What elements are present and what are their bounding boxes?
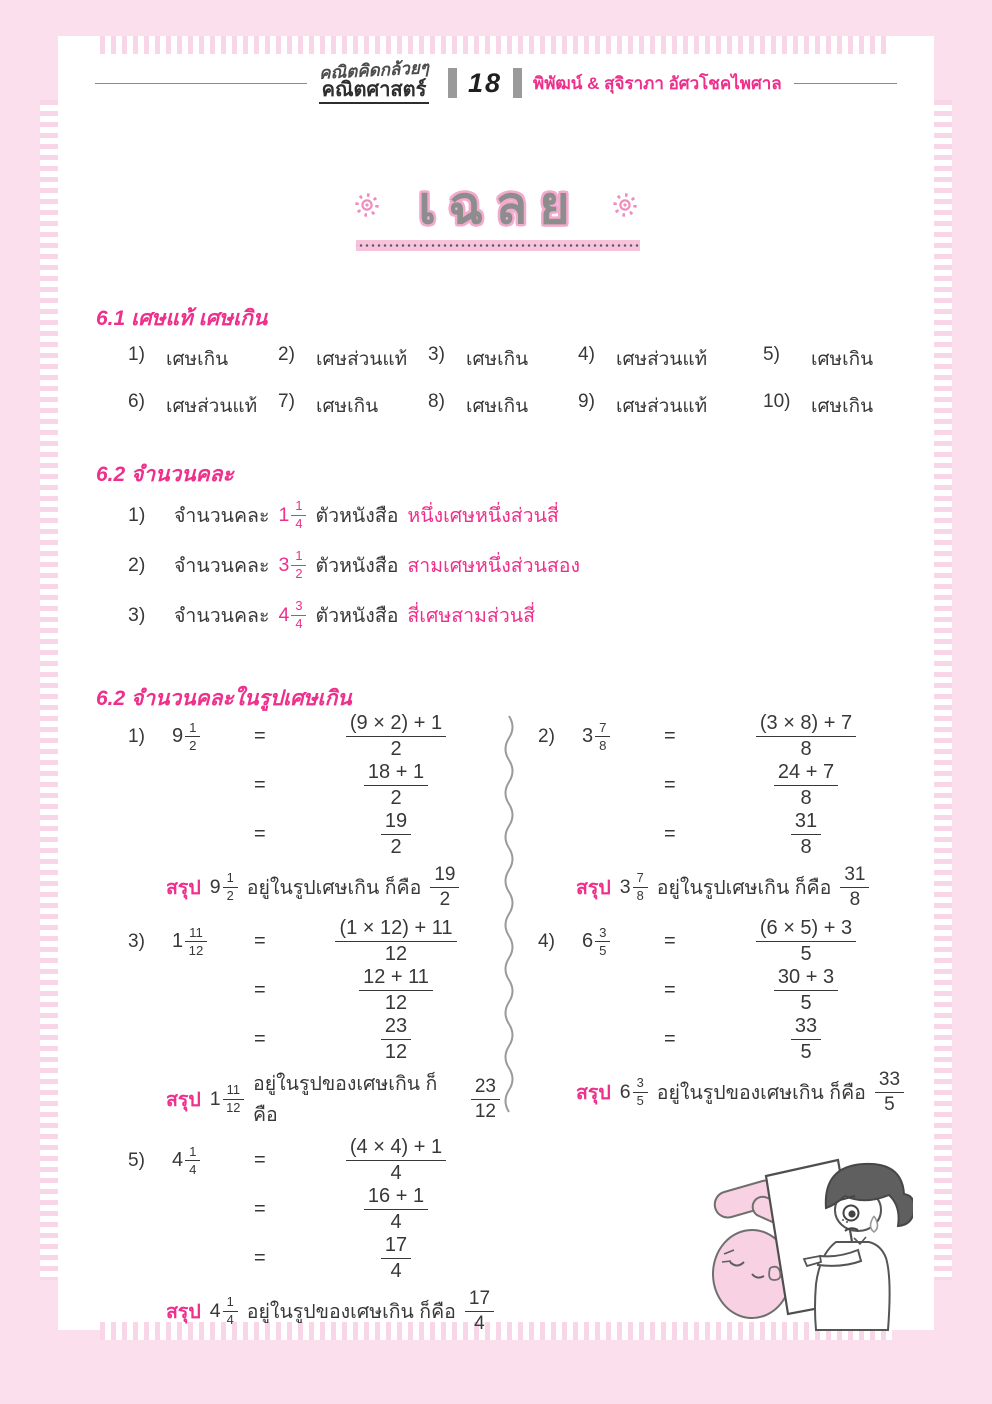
mixed-number: 9 $\frac{1}{2}$ [210,871,238,904]
equals-sign: = [664,930,676,952]
item-number: 1) [128,503,146,526]
fraction: $\frac{23}{12}$ [292,1015,500,1064]
fraction: $\frac{(4 \times 4) + 1}{4}$ [292,1136,500,1185]
fraction: $\frac{16 + 1}{4}$ [292,1185,500,1234]
answer-text: เศษเกิน [811,349,874,370]
mixed-number: 4 $\frac{1}{4}$ [172,1144,250,1177]
summary-label: สรุป [166,876,201,899]
answer-number: 4) [578,344,595,365]
summary-line [166,863,500,911]
item-mid-label: ตัวหนังสือ [315,504,399,527]
equation-row [128,712,500,761]
equals-sign: = [664,823,676,845]
equals-sign: = [664,979,676,1001]
divider-bar-icon [513,68,522,98]
summary-label: สรุป [166,1300,201,1323]
book-logo [318,58,430,104]
mixed-number: 1 $\frac{11}{12}$ [172,925,250,958]
equals-sign: = [254,1198,266,1220]
summary-label: สรุป [576,1081,611,1104]
answer-number: 2) [278,344,295,365]
equation-row [128,810,500,859]
fraction: $\frac{(9 \times 2) + 1}{2}$ [292,712,500,761]
authors-name: พิพัฒน์ & สุจิราภา อัศวโชคไพศาล [533,73,782,93]
answer-text: เศษเกิน [166,349,229,370]
summary-text: อยู่ในรูปของเศษเกิน ก็คือ [252,1073,438,1126]
item-number: 3) [128,603,146,626]
section-61-heading: 6.1 เศษแท้ เศษเกิน [96,307,268,330]
answer-number: 1) [128,344,145,365]
equals-sign: = [664,725,676,747]
flower-icon [354,192,380,218]
fraction: $\frac{12 + 11}{12}$ [292,966,500,1015]
equation-row [538,712,910,761]
summary-text: อยู่ในรูปของเศษเกิน ก็คือ [246,1300,456,1323]
flower-icon [612,192,638,218]
mixed-number: 3 $\frac{1}{2}$ [278,549,306,582]
summary-text: อยู่ในรูปเศษเกิน ก็คือ [656,876,832,899]
result-fraction: $\frac{23}{12}$ [471,1076,500,1123]
divider-bar-icon [448,68,457,98]
fraction: $\frac{(3 \times 8) + 7}{8}$ [702,712,910,761]
answer-text: เศษส่วนแท้ [316,349,408,370]
fraction: $\frac{(1 \times 12) + 11}{12}$ [292,917,500,966]
page-header [95,52,897,114]
header-rule-right [794,83,897,84]
equation-row [128,1234,500,1283]
fraction: $\frac{19}{2}$ [292,810,500,859]
answer-text: เศษเกิน [466,396,529,417]
summary-text: อยู่ในรูปเศษเกิน ก็คือ [246,876,422,899]
mixed-number: 4 $\frac{1}{4}$ [210,1295,238,1328]
summary-label: สรุป [166,1088,201,1111]
equals-sign: = [254,725,266,747]
answer-text: เศษส่วนแท้ [616,349,708,370]
problems-right-column [538,712,910,1122]
worked-problem-5 [128,1136,500,1335]
book-logo-tagline: คณิตคิดกล้วยๆ [318,58,430,83]
item-label: จำนวนคละ [174,604,270,627]
summary-text: อยู่ในรูปของเศษเกิน ก็คือ [656,1081,866,1104]
answer-text: เศษส่วนแท้ [616,396,708,417]
page-title: เฉลย [418,177,582,235]
mixed-number-item [128,494,828,536]
result-fraction: $\frac{19}{2}$ [430,864,459,911]
fraction: $\frac{31}{8}$ [702,810,910,859]
mascot-illustration [708,1150,913,1332]
item-label: จำนวนคละ [174,504,270,527]
worked-problem-1 [128,712,500,911]
answer-text: เศษส่วนแท้ [166,396,258,417]
equals-sign: = [254,1028,266,1050]
summary-line [166,1287,500,1335]
problem-number: 1) [128,725,145,747]
problem-number: 2) [538,725,555,747]
problem-number: 5) [128,1149,145,1171]
problem-number: 3) [128,930,145,952]
item-answer: สามเศษหนึ่งส่วนสอง [407,554,581,577]
worked-problem-2 [538,712,910,911]
equation-row [538,1015,910,1064]
summary-line [576,1068,910,1116]
mixed-number-item [128,594,828,636]
equation-row [538,761,910,810]
answers-title-row [0,163,992,246]
problems-left-column [128,712,500,1341]
equals-sign: = [664,1028,676,1050]
worked-problem-4 [538,917,910,1116]
answer-number: 3) [428,344,445,365]
section-62a-items [128,494,828,644]
dotted-divider [356,240,640,251]
section-61-answers [128,344,918,421]
mixed-number: 6 $\frac{3}{5}$ [582,925,660,958]
equals-sign: = [254,823,266,845]
fraction: $\frac{24 + 7}{8}$ [702,761,910,810]
mixed-number-item [128,544,828,586]
fraction: $\frac{(6 \times 5) + 3}{5}$ [702,917,910,966]
item-label: จำนวนคละ [174,554,270,577]
answer-number: 6) [128,391,145,412]
item-mid-label: ตัวหนังสือ [315,604,399,627]
problem-number: 4) [538,930,555,952]
equals-sign: = [254,774,266,796]
equation-row [128,761,500,810]
equation-row [128,966,500,1015]
equation-row [128,1136,500,1185]
book-logo-title: คณิตศาสตร์ [319,80,429,104]
section-62b-heading: 6.2 จำนวนคละในรูปเศษเกิน [96,687,352,710]
item-number: 2) [128,553,146,576]
equals-sign: = [254,1149,266,1171]
mixed-number: 6 $\frac{3}{5}$ [620,1076,648,1109]
result-fraction: $\frac{31}{8}$ [840,864,869,911]
answer-number: 10) [763,391,791,412]
mixed-number: 9 $\frac{1}{2}$ [172,720,250,753]
equals-sign: = [254,930,266,952]
equation-row [538,966,910,1015]
page-number: 18 [467,67,502,98]
answer-number: 7) [278,391,295,412]
item-answer: สี่เศษสามส่วนสี่ [407,604,535,627]
answer-number: 9) [578,391,595,412]
equals-sign: = [254,979,266,1001]
equals-sign: = [254,1247,266,1269]
result-fraction: $\frac{17}{4}$ [465,1288,494,1335]
fraction: $\frac{18 + 1}{2}$ [292,761,500,810]
answer-text: เศษเกิน [466,349,529,370]
header-rule-left [95,83,307,84]
item-answer: หนึ่งเศษหนึ่งส่วนสี่ [407,504,559,527]
mixed-number: 1 $\frac{11}{12}$ [210,1083,244,1116]
answer-text: เศษเกิน [316,396,379,417]
mixed-number: 1 $\frac{1}{4}$ [278,499,306,532]
mixed-number: 3 $\frac{7}{8}$ [582,720,660,753]
equation-row [128,1185,500,1234]
mixed-number: 3 $\frac{7}{8}$ [620,871,648,904]
result-fraction: $\frac{33}{5}$ [875,1069,904,1116]
fraction: $\frac{30 + 3}{5}$ [702,966,910,1015]
answer-number: 5) [763,344,780,365]
summary-label: สรุป [576,876,611,899]
summary-line [576,863,910,911]
wavy-divider [498,714,520,1114]
mixed-number: 4 $\frac{3}{4}$ [278,599,306,632]
rabbit-paw [769,1267,780,1280]
section-62a-heading: 6.2 จำนวนคละ [96,463,234,486]
equals-sign: = [664,774,676,796]
summary-line [166,1068,500,1130]
equation-row [128,1015,500,1064]
fraction: $\frac{33}{5}$ [702,1015,910,1064]
item-mid-label: ตัวหนังสือ [315,554,399,577]
equation-row [538,810,910,859]
fraction: $\frac{17}{4}$ [292,1234,500,1283]
equation-row [128,917,500,966]
equation-row [538,917,910,966]
answer-text: เศษเกิน [811,396,874,417]
answer-number: 8) [428,391,445,412]
worked-problem-3 [128,917,500,1130]
